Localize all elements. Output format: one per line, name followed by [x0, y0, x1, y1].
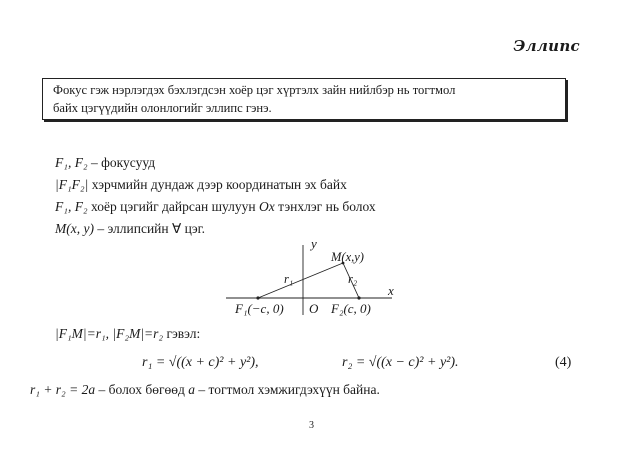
- text-condition: гэвэл:: [163, 326, 201, 341]
- condition-line: [55, 326, 200, 342]
- math-segment: |F₁F₂|: [55, 177, 89, 192]
- math-point: M(x, y): [55, 221, 94, 236]
- definition-line-1: Фокус гэж нэрлэгдэх бэхлэгдсэн хоёр цэг хүртэлх зайн нийлбэр нь тогтмол: [53, 83, 456, 97]
- math-sum: r₁ + r₂ = 2a: [30, 382, 96, 397]
- page-number: 3: [309, 420, 314, 431]
- r2-label: r₂: [348, 272, 358, 286]
- segment-r1: [258, 263, 343, 298]
- equation-r2: r₂ = √((x − c)² + y²).: [342, 355, 459, 370]
- x-axis-label: x: [388, 283, 394, 298]
- focus-f1-point: [256, 296, 259, 299]
- conclusion-line: [30, 382, 380, 398]
- math-condition: |F₁M|=r₁, |F₂M|=r₂: [55, 326, 164, 341]
- focus-f1-label: F₁(−c, 0): [235, 301, 284, 316]
- text-conclusion-1: – болох бөгөөд: [95, 382, 189, 397]
- equation-number: (4): [555, 355, 572, 370]
- text-foci: – фокусууд: [87, 155, 156, 170]
- y-axis-label: y: [311, 236, 317, 251]
- point-m-label: M(x,y): [331, 250, 364, 264]
- math-a: a: [188, 382, 195, 397]
- origin-label: O: [309, 301, 319, 316]
- math-foci: F₁, F₂: [55, 155, 88, 170]
- text-axis-tail: тэнхлэг нь болох: [274, 199, 376, 214]
- text-point: – эллипсийн ∀ цэг.: [93, 221, 206, 236]
- text-axis: хоёр цэгийг дайрсан шулуун: [87, 199, 260, 214]
- math-foci-2: F₁, F₂: [55, 199, 88, 214]
- text-conclusion-2: – тогтмол хэмжигдэхүүн байна.: [195, 382, 380, 397]
- math-ox: Ox: [259, 199, 275, 214]
- page-title: Эллипс: [513, 37, 580, 55]
- equation-r1: r₁ = √((x + c)² + y²),: [142, 355, 259, 370]
- focus-f2-label: F₂(c, 0): [331, 301, 371, 316]
- definition-line-2: байх цэгүүдийн олонлогийг эллипс гэнэ.: [53, 101, 272, 115]
- focus-f2-point: [357, 296, 360, 299]
- text-origin: хэрчмийн дундаж дээр координатын эх байх: [88, 177, 347, 192]
- r1-label: r₁: [284, 272, 294, 286]
